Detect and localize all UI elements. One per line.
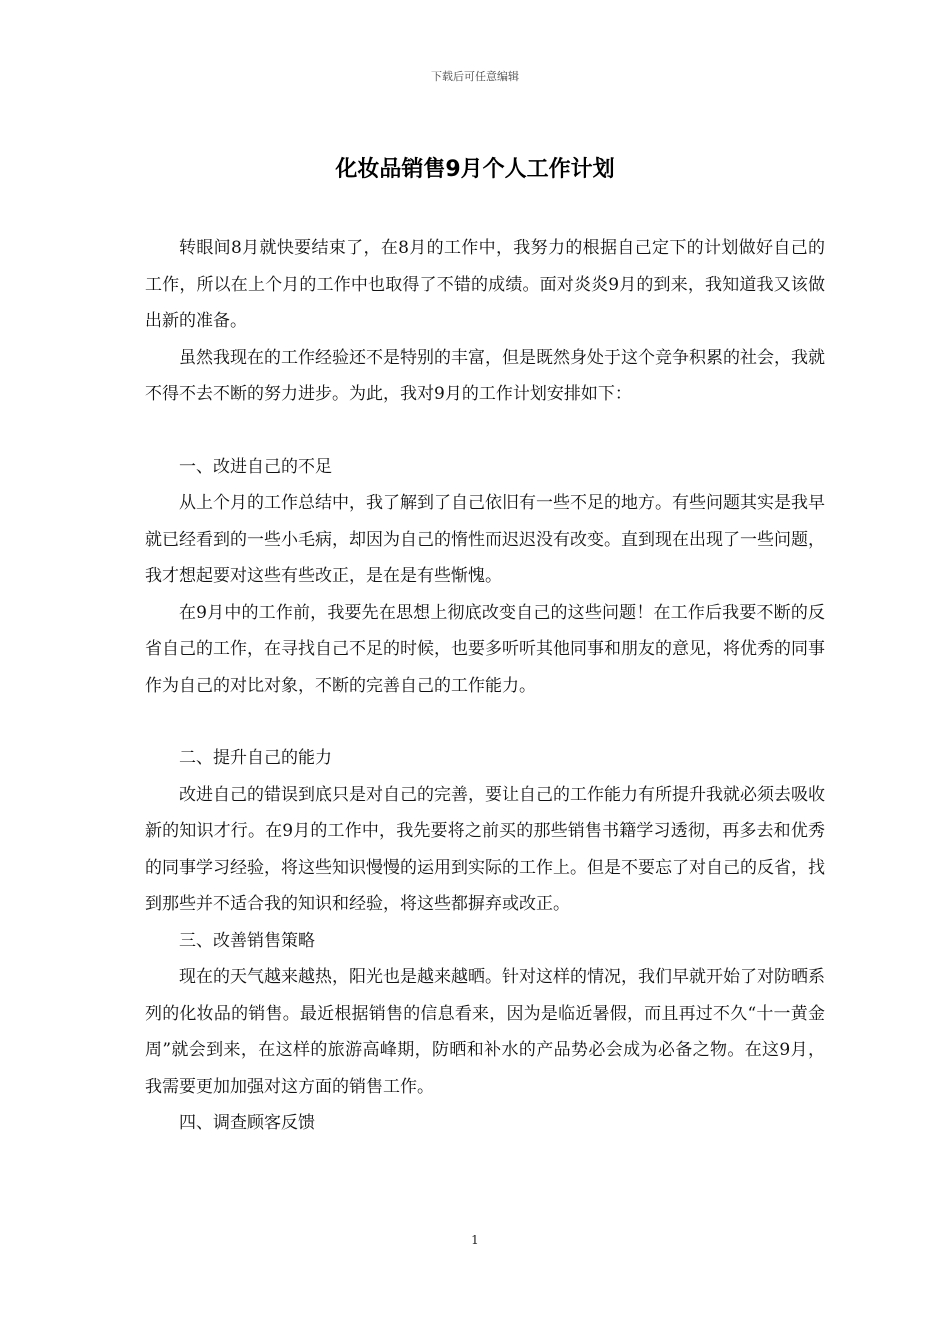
page-number: 1: [471, 1233, 479, 1247]
header-note: 下载后可任意编辑: [431, 70, 519, 83]
paragraph-section1-2: 在9月中的工作前，我要先在思想上彻底改变自己的这些问题！在工作后我要不断的反省自己的工作，在寻找自己不足的时候，也要多听听其他同事和朋友的意见，将优秀的同事作为自己的对比对象，不断的完善自己的工作能力。: [145, 602, 825, 696]
section-heading-3: 三、改善销售策略: [179, 930, 315, 951]
document-body: [145, 230, 825, 1142]
section-heading-1: 一、改进自己的不足: [179, 456, 332, 477]
document-title: 化妆品销售9月个人工作计划: [335, 157, 615, 182]
section-heading-4: 四、调查顾客反馈: [179, 1113, 315, 1133]
spacer: [145, 704, 825, 740]
paragraph-section3: 现在的天气越来越热，阳光也是越来越晒。针对这样的情况，我们早就开始了对防晒系列的化妆品的销售。最近根据销售的信息看来，因为是临近暑假，而且再过不久“十一黄金周”就会到来，在这样的旅游高峰期，防晒和补水的产品势必会成为必备之物。在这9月，我需要更加加强对这方面的销售工作。: [145, 967, 825, 1097]
paragraph-intro-2: 虽然我现在的工作经验还不是特别的丰富，但是既然身处于这个竞争积累的社会，我就不得不去不断的努力进步。为此，我对9月的工作计划安排如下：: [145, 347, 825, 404]
paragraph-intro-1: 转眼间8月就快要结束了，在8月的工作中，我努力的根据自己定下的计划做好自己的工作，所以在上个月的工作中也取得了不错的成绩。面对炎炎9月的到来，我知道我又该做出新的准备。: [145, 238, 825, 331]
spacer: [145, 413, 825, 449]
paragraph-section1-1: 从上个月的工作总结中，我了解到了自己依旧有一些不足的地方。有些问题其实是我早就已经看到的一些小毛病，却因为自己的惰性而迟迟没有改变。直到现在出现了一些问题，我才想起要对这些有些改正，是在是有些惭愧。: [145, 493, 825, 586]
section-heading-2: 二、提升自己的能力: [179, 748, 332, 768]
paragraph-section2: 改进自己的错误到底只是对自己的完善，要让自己的工作能力有所提升我就必须去吸收新的知识才行。在9月的工作中，我先要将之前买的那些销售书籍学习透彻，再多去和优秀的同事学习经验，将这些知识慢慢的运用到实际的工作上。但是不要忘了对自己的反省，找到那些并不适合我的知识和经验，将这些都摒弃或改正。: [145, 784, 825, 914]
